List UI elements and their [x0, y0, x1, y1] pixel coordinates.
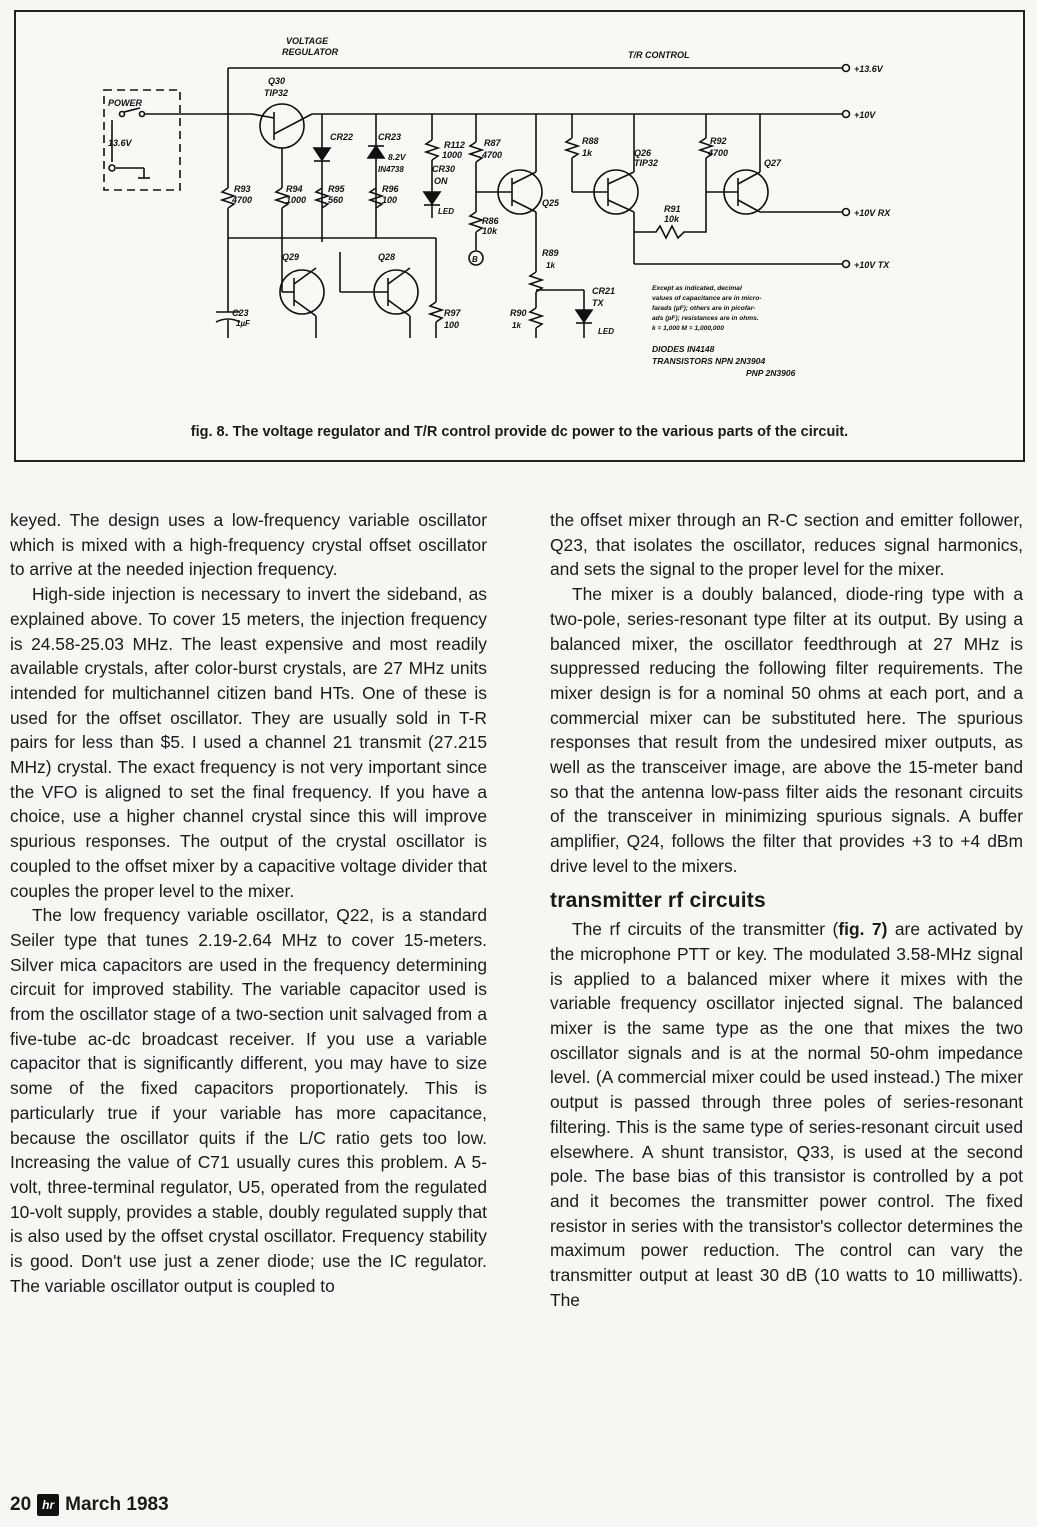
svg-text:C23: C23 — [232, 308, 249, 318]
schematic-labels — [16, 12, 1023, 422]
issue-date: March 1983 — [65, 1494, 169, 1515]
svg-text:Q28: Q28 — [378, 252, 396, 262]
svg-text:R91: R91 — [664, 204, 681, 214]
svg-text:R94: R94 — [286, 184, 303, 194]
svg-text:1k: 1k — [546, 261, 555, 270]
svg-text:R93: R93 — [234, 184, 251, 194]
left-column — [10, 508, 487, 1299]
svg-text:+13.6V: +13.6V — [854, 64, 883, 74]
svg-text:+10V TX: +10V TX — [854, 260, 890, 270]
svg-text:R87: R87 — [484, 138, 501, 148]
svg-text:TRANSISTORS NPN 2N3904: TRANSISTORS NPN 2N3904 — [652, 356, 766, 366]
paragraph: The mixer is a doubly balanced, diode-ring type with a two-pole, series-resonant type filter at its output. By using a balanced mixer, the oscillator feedthrough at 27 MHz is suppressed reducing the following filter requirements. The mixer design is for a nominal 50 ohms at each port, and a commercial mixer can be substituted here. The spurious responses that result from the undesired mixer outputs, as well as the transceiver image, are above the 15-meter band so that the antenna low-pass filter aids the resonant circuits of the transceiver in minimizing spurious signals. A buffer amplifier, Q24, follows the filter that provides +3 to +4 dBm drive level to the mixers. — [550, 584, 1023, 876]
svg-text:560: 560 — [328, 195, 344, 205]
svg-text:R97: R97 — [444, 308, 461, 318]
svg-text:ON: ON — [434, 176, 448, 186]
svg-text:R89: R89 — [542, 248, 559, 258]
svg-text:IN4738: IN4738 — [378, 165, 404, 174]
svg-text:1µF: 1µF — [236, 319, 250, 328]
svg-text:Except as indicated, decimal: Except as indicated, decimal — [652, 285, 742, 292]
svg-text:4700: 4700 — [708, 148, 729, 158]
ham-radio-logo: hr — [37, 1494, 59, 1516]
svg-text:TX: TX — [592, 298, 604, 308]
svg-text:4700: 4700 — [232, 195, 253, 205]
svg-text:CR23: CR23 — [378, 132, 402, 142]
svg-text:R95: R95 — [328, 184, 345, 194]
paragraph: keyed. The design uses a low-frequency variable oscillator which is mixed with a high-frequency crystal offset oscillator to arrive at the needed injection frequency. — [10, 510, 487, 580]
page-number: 20 — [10, 1494, 32, 1515]
svg-text:DIODES IN4148: DIODES IN4148 — [652, 344, 715, 354]
svg-text:4700: 4700 — [482, 150, 503, 160]
svg-text:R90: R90 — [510, 308, 527, 318]
svg-text:CR22: CR22 — [330, 132, 354, 142]
svg-text:1k: 1k — [582, 148, 593, 158]
svg-text:values of capacitance are in m: values of capacitance are in micro- — [652, 295, 762, 302]
right-column — [550, 508, 1023, 1313]
svg-text:+10V RX: +10V RX — [854, 208, 891, 218]
svg-text:10k: 10k — [664, 214, 680, 224]
svg-text:CR21: CR21 — [592, 286, 616, 296]
paragraph: The low frequency variable oscillator, Q22, is a standard Seiler type that tunes 2.19-2.64 MHz to cover 15-meters. Silver mica capacitors are used in the frequency determining circuit for improved stability. The variable capacitor used is from the oscillator stage of a two-section unit salvaged from a five-tube ac-dc broadcast receiver. If you use a variable capacitor that is significantly different, you may have to size some of the fixed capacitors proportionately. This is particularly true if your variable has more capacitance, because the oscillator quits if the L/C ratio gets too low. Increasing the value of C71 usually cures this problem. A 5-volt, three-terminal regulator, U5, operated from the regulated 10-volt supply, provides a stable, doubly regulated supply that is also used by the offset crystal oscillator. Frequency stability is good. Don't use just a zener diode; use the IC regulator. The variable oscillator output is coupled to — [10, 905, 487, 1296]
svg-text:Q25: Q25 — [542, 198, 560, 208]
paragraph: The rf circuits of the transmitter (fig. 7) are activated by the microphone PTT or key. The modulated 3.58-MHz signal is applied to a balanced mixer where it mixes with the variable frequency oscillator injected signal. The balanced mixer is the same type as the one that mixes the two oscillator signals and is at the normal 50-ohm impedance level. (A commercial mixer could be used instead.) The mixer output is passed through three poles of series-resonant filtering. This is the same type of series-resonant circuit used elsewhere. A shunt transistor, Q33, is used at the second pole. The base bias of this transistor is controlled by a pot and it becomes the transmitter power control. The fixed resistor in series with the transistor's collector determines the maximum power reduction. The control can vary the transmitter output at least 30 dB (10 watts to 10 milliwatts). The — [550, 919, 1023, 1310]
page-footer — [10, 1494, 169, 1516]
figure-8 — [14, 10, 1025, 462]
svg-text:+10V: +10V — [854, 110, 876, 120]
svg-text:R88: R88 — [582, 136, 599, 146]
svg-text:13.6V: 13.6V — [108, 138, 132, 148]
svg-text:R86: R86 — [482, 216, 499, 226]
svg-text:LED: LED — [438, 207, 454, 216]
svg-text:k = 1,000 M = 1,000,000: k = 1,000 M = 1,000,000 — [652, 325, 724, 332]
figure-caption: fig. 8. The voltage regulator and T/R control provide dc power to the various parts of the circuit. — [190, 424, 849, 440]
svg-text:LED: LED — [598, 327, 614, 336]
section-heading: transmitter rf circuits — [550, 888, 766, 912]
svg-text:farads (µF); others are in pic: farads (µF); others are in picofar- — [652, 305, 756, 312]
label-voltage-regulator: VOLTAGE — [286, 36, 329, 46]
svg-text:100: 100 — [382, 195, 398, 205]
svg-text:10k: 10k — [482, 226, 498, 236]
svg-text:Q30: Q30 — [268, 76, 286, 86]
svg-text:R96: R96 — [382, 184, 399, 194]
svg-text:POWER: POWER — [108, 98, 143, 108]
svg-text:Q29: Q29 — [282, 252, 300, 262]
paragraph: High-side injection is necessary to invert the sideband, as explained above. To cover 15 meters, the injection frequency is 24.58-25.03 MHz. The least expensive and most readily available crystals, after color-burst crystals, are 27 MHz units intended for multichannel citizen band HTs. One of these is used for the offset oscillator. They are usually sold in T-R pairs for less than $5. I used a channel 21 transmit (27.215 MHz) crystal. The exact frequency is not very important since the VFO is aligned to set the final frequency. If you have a choice, use a higher channel crystal since this will improve spurious responses. The output of the crystal oscillator is coupled to the offset mixer by a capacitive voltage divider that couples the proper level to the mixer. — [10, 584, 487, 901]
svg-text:1000: 1000 — [286, 195, 307, 205]
svg-text:R92: R92 — [710, 136, 727, 146]
svg-text:8.2V: 8.2V — [388, 152, 406, 162]
paragraph: the offset mixer through an R-C section and emitter follower, Q23, that isolates the oscillator, reduces signal harmonics, and sets the signal to the proper level for the mixer. — [550, 510, 1023, 580]
svg-text:Q27: Q27 — [764, 158, 782, 168]
svg-text:TIP32: TIP32 — [634, 158, 659, 168]
figure-reference: fig. 7) — [838, 919, 888, 940]
svg-text:T/R CONTROL: T/R CONTROL — [628, 50, 690, 60]
svg-text:100: 100 — [444, 320, 460, 330]
svg-text:1000: 1000 — [442, 150, 463, 160]
svg-text:REGULATOR: REGULATOR — [282, 47, 339, 57]
svg-text:TIP32: TIP32 — [264, 88, 289, 98]
svg-text:B: B — [472, 255, 478, 264]
svg-text:ads (pF); resistances are in o: ads (pF); resistances are in ohms. — [652, 315, 759, 322]
svg-text:CR30: CR30 — [432, 164, 456, 174]
svg-text:1k: 1k — [512, 321, 521, 330]
svg-text:Q26: Q26 — [634, 148, 652, 158]
svg-text:PNP 2N3906: PNP 2N3906 — [746, 368, 796, 378]
svg-text:R112: R112 — [444, 140, 465, 150]
